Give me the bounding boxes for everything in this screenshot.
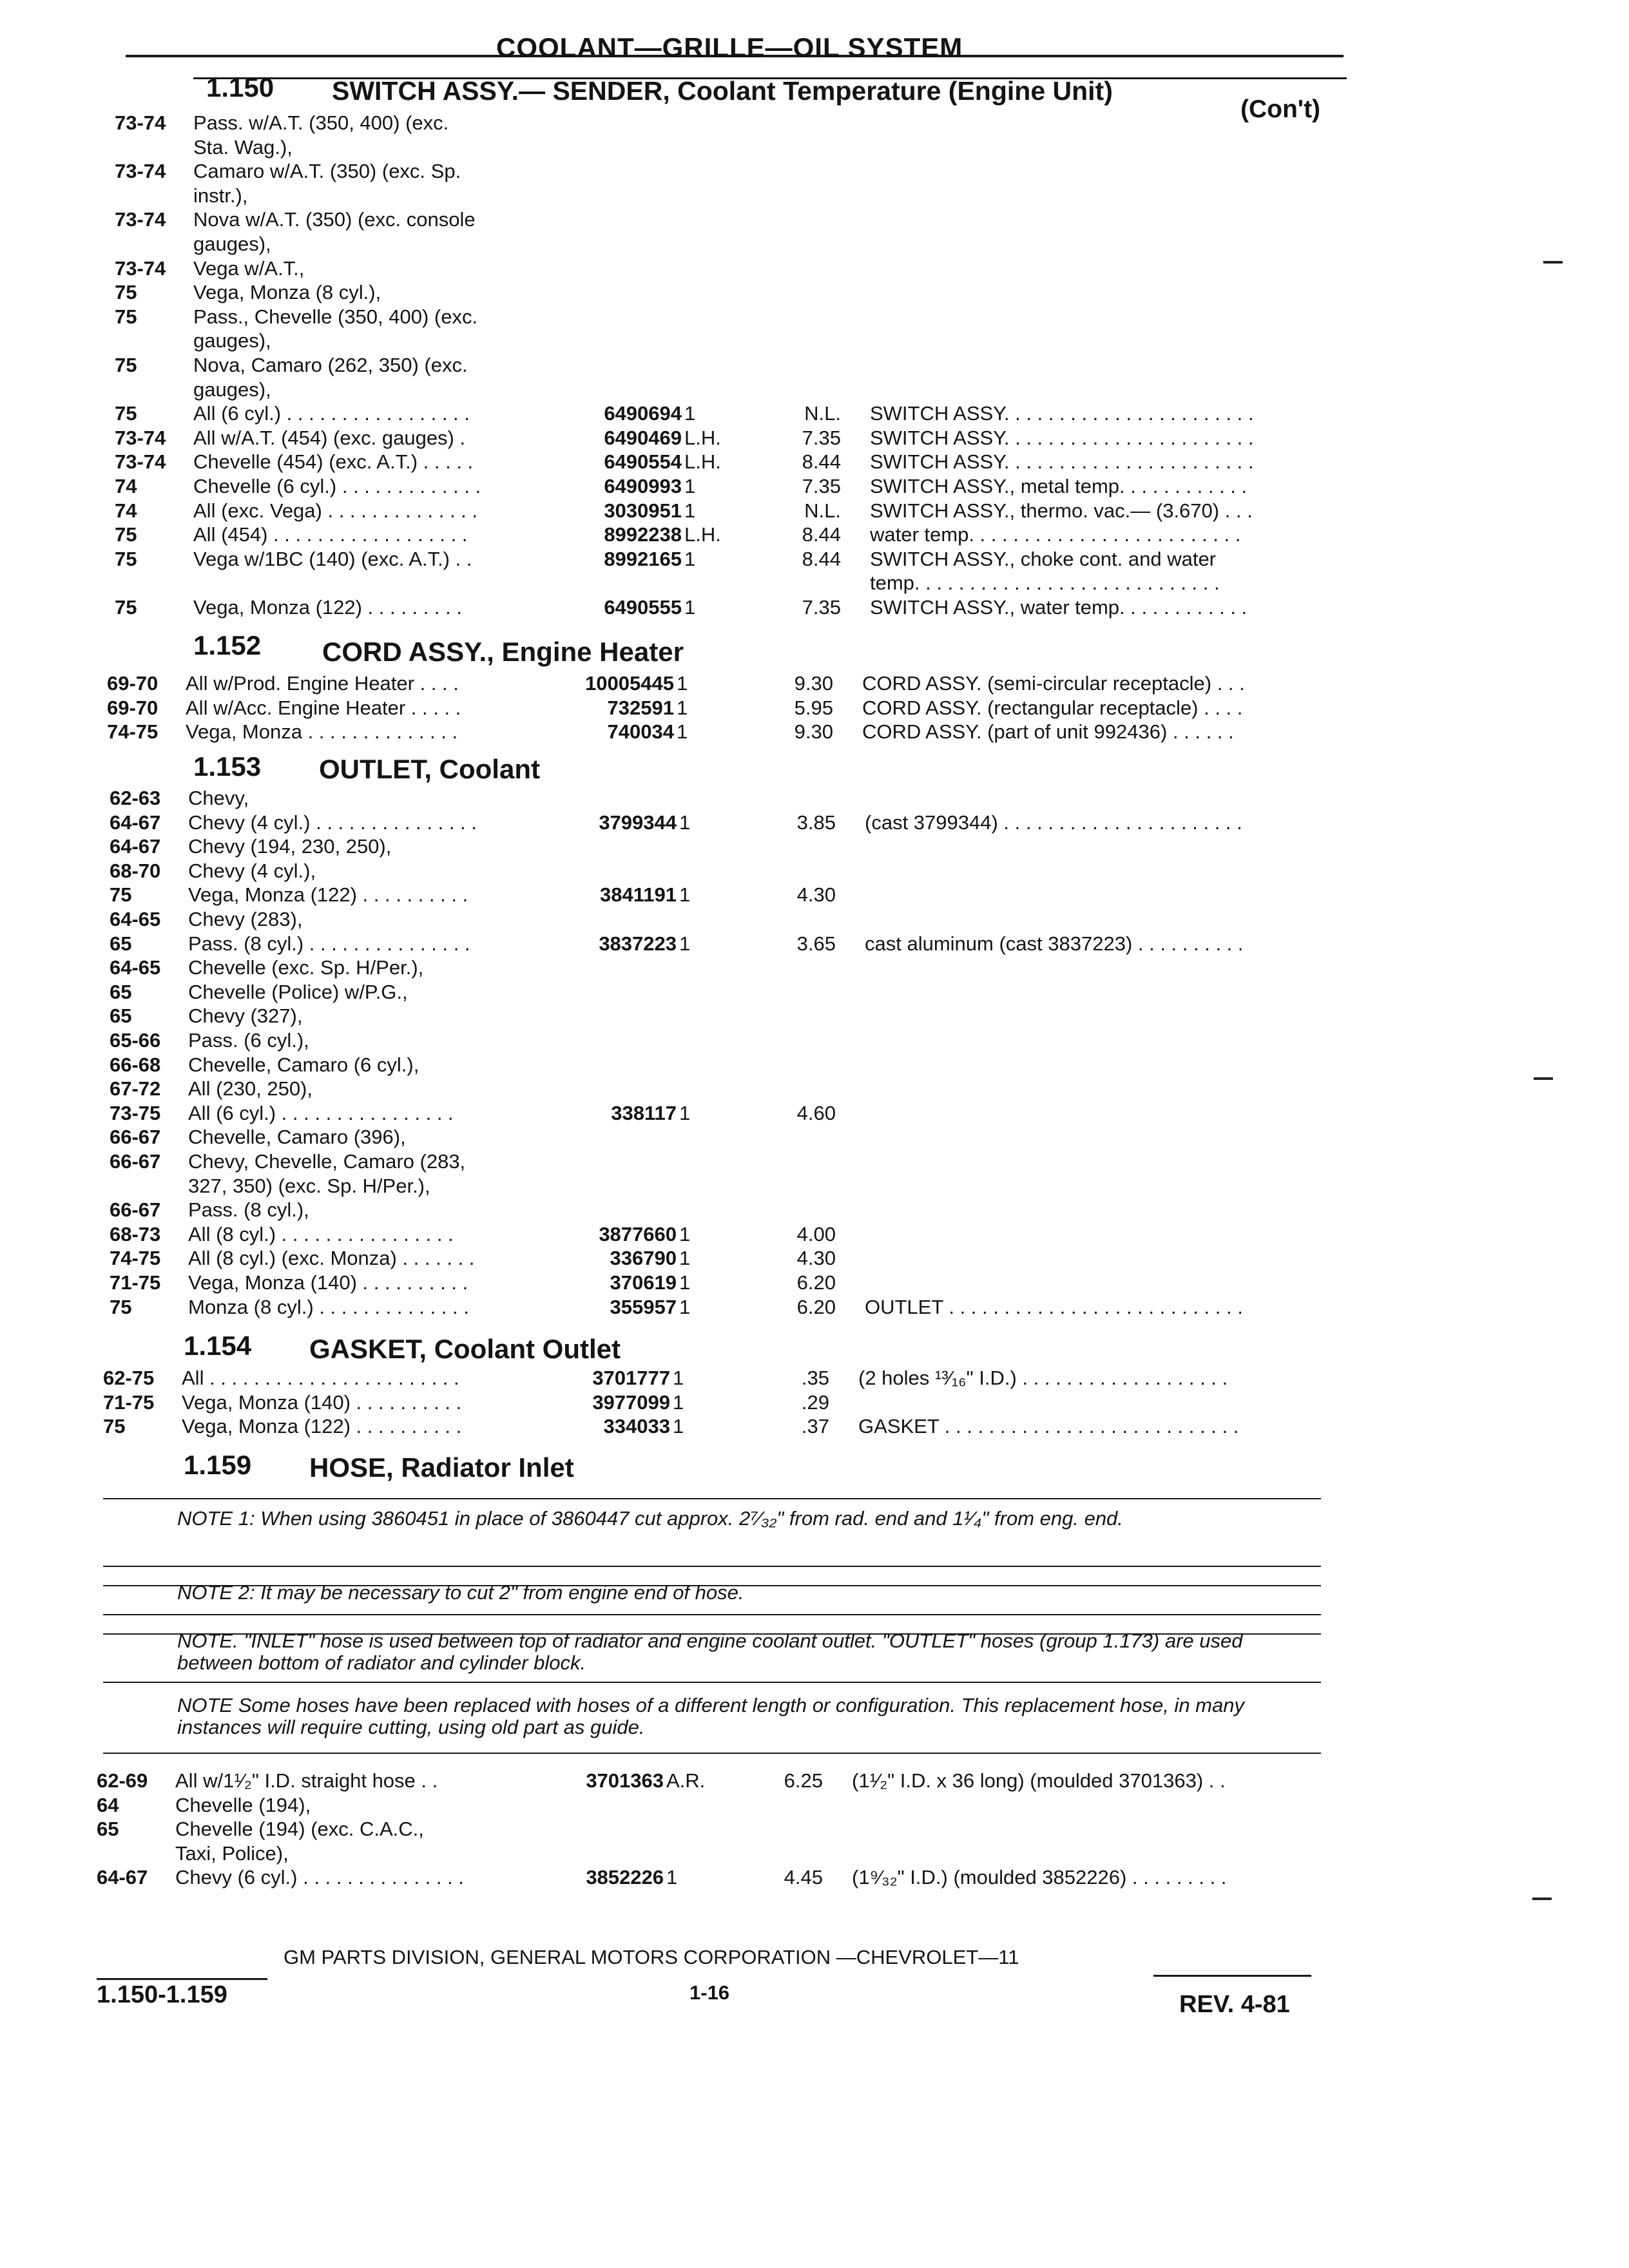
row-remark: temp. . . . . . . . . . . . . . . . . . . . . . . . . . . . (870, 572, 1220, 595)
revision-label: REV. 4-81 (1179, 1991, 1290, 2018)
price: 6.20 (796, 1295, 836, 1318)
note-rule (103, 1682, 1321, 1683)
table-row (0, 159, 1629, 183)
row-description: Vega, Monza (140) . . . . . . . . . . (188, 1271, 468, 1294)
row-year: 65 (110, 932, 132, 955)
row-year: 75 (110, 883, 132, 907)
price: 8.44 (802, 523, 841, 546)
price: 7.35 (802, 596, 841, 619)
quantity: 1 (679, 883, 691, 907)
row-year: 71-75 (110, 1271, 161, 1294)
table-row (0, 1174, 1624, 1198)
section-number: 1.152 (193, 630, 262, 660)
quantity: 1 (684, 547, 696, 570)
row-description: gauges), (193, 378, 271, 401)
table-row (0, 111, 1629, 135)
row-description: All (454) . . . . . . . . . . . . . . . . . . (193, 523, 468, 546)
row-description: Chevy (4 cyl.), (188, 859, 316, 882)
row-year: 74 (115, 499, 137, 522)
row-year: 66-68 (110, 1053, 161, 1076)
table-row (0, 353, 1629, 377)
row-year: 64-67 (97, 1866, 148, 1888)
table-row (0, 1246, 1624, 1270)
row-description: Chevelle (Police) w/P.G., (188, 980, 408, 1003)
part-number: 6490555 (604, 596, 682, 619)
table-row (0, 786, 1624, 810)
price: 9.30 (794, 720, 833, 743)
row-year: 64-67 (110, 835, 161, 858)
table-row (0, 378, 1629, 401)
quantity: 1 (679, 1222, 691, 1245)
price: 3.85 (796, 811, 836, 834)
note-2: NOTE 2: It may be necessary to cut 2" from engine end of hose. (177, 1581, 744, 1604)
row-year: 67-72 (110, 1077, 161, 1100)
row-description: Pass. w/A.T. (350, 400) (exc. (193, 111, 449, 134)
row-remark: SWITCH ASSY., metal temp. . . . . . . . . . . . (870, 475, 1248, 497)
table-row (0, 207, 1629, 231)
note-rule (103, 1566, 1321, 1567)
row-year: 75 (115, 305, 137, 328)
part-number: 8992165 (604, 547, 682, 570)
table-row (0, 426, 1629, 450)
table-row (0, 1295, 1624, 1319)
row-year: 62-63 (110, 787, 161, 809)
quantity: 1 (677, 696, 688, 719)
row-year: 64 (97, 1793, 119, 1816)
table-row (0, 1198, 1624, 1222)
row-description: Nova w/A.T. (350) (exc. console (193, 208, 476, 231)
price: N.L. (804, 499, 841, 522)
price: 7.35 (802, 426, 841, 449)
row-description: Sta. Wag.), (193, 135, 293, 159)
table-row (0, 305, 1629, 329)
row-remark: cast aluminum (cast 3837223) . . . . . . . . . . (865, 932, 1244, 955)
row-description: Chevy (4 cyl.) . . . . . . . . . . . . . . . (188, 811, 477, 834)
row-remark: SWITCH ASSY. . . . . . . . . . . . . . . . . . . . . . . (870, 402, 1254, 425)
row-description: Vega, Monza (122) . . . . . . . . . . (188, 883, 468, 907)
row-year: 68-73 (110, 1222, 161, 1245)
section-title: SWITCH ASSY.— SENDER, Coolant Temperature (Engine Unit) (332, 76, 1113, 106)
row-remark: CORD ASSY. (part of unit 992436) . . . . . . (862, 720, 1234, 743)
row-year: 68-70 (110, 859, 161, 882)
row-year: 69-70 (107, 672, 159, 695)
row-year: 66-67 (110, 1150, 161, 1173)
table-row (0, 135, 1629, 159)
table-row (0, 474, 1629, 498)
row-description: Pass. (8 cyl.), (188, 1198, 309, 1222)
quantity: L.H. (684, 523, 721, 546)
price: .35 (801, 1367, 829, 1389)
price: 6.25 (784, 1769, 823, 1792)
price: 4.00 (796, 1222, 836, 1245)
table-row (0, 932, 1624, 956)
section-number: 1.154 (184, 1331, 252, 1361)
page-title: COOLANT—GRILLE—OIL SYSTEM (496, 32, 963, 62)
row-remark: water temp. . . . . . . . . . . . . . . . . . . . . . . . . (870, 523, 1241, 546)
table-row (0, 1769, 1611, 1792)
quantity: 1 (673, 1367, 684, 1389)
row-year: 64-67 (110, 811, 161, 834)
row-description: Taxi, Police), (175, 1841, 289, 1865)
table-row (0, 883, 1624, 907)
part-number: 336790 (610, 1247, 677, 1270)
part-number: 3877660 (599, 1222, 677, 1245)
section-number: 1.150 (206, 72, 275, 102)
price: 7.35 (802, 475, 841, 497)
table-row (0, 280, 1629, 304)
section-title: CORD ASSY., Engine Heater (322, 637, 684, 667)
row-description: Vega w/A.T., (193, 256, 305, 280)
price: 3.65 (796, 932, 836, 955)
row-year: 75 (110, 1295, 132, 1318)
table-row (0, 523, 1629, 546)
row-year: 65 (110, 980, 132, 1003)
quantity: 1 (679, 932, 691, 955)
row-description: All (8 cyl.) (exc. Monza) . . . . . . . (188, 1247, 475, 1270)
section-number: 1.153 (193, 751, 262, 782)
row-remark: (2 holes ¹³⁄₁₆" I.D.) . . . . . . . . . . . . . . . . . . . (858, 1367, 1228, 1389)
quantity: 1 (684, 475, 696, 497)
quantity: L.H. (684, 426, 721, 449)
row-remark: SWITCH ASSY., water temp. . . . . . . . . . . . (870, 596, 1248, 619)
section-title: OUTLET, Coolant (319, 754, 540, 784)
table-row (0, 232, 1629, 256)
table-row (0, 1077, 1624, 1100)
row-year: 74 (115, 475, 137, 497)
part-number: 10005445 (585, 672, 674, 695)
row-year: 73-74 (115, 450, 166, 474)
row-description: All (8 cyl.) . . . . . . . . . . . . . . . . (188, 1222, 454, 1245)
row-description: Vega, Monza (140) . . . . . . . . . . (182, 1390, 462, 1414)
section-continued: (Con't) (1240, 95, 1321, 123)
row-description: Nova, Camaro (262, 350) (exc. (193, 354, 468, 376)
part-number: 8992238 (604, 523, 682, 546)
table-row (0, 1390, 1617, 1414)
note-1: NOTE 1: When using 3860451 in place of 3860447 cut approx. 2⁷⁄₃₂" from rad. end and 1¹⁄₄" from eng. end. (177, 1507, 1123, 1530)
row-description: 327, 350) (exc. Sp. H/Per.), (188, 1174, 430, 1197)
footer-range: 1.150-1.159 (97, 1981, 227, 2008)
row-year: 65 (97, 1818, 119, 1840)
note-rule (103, 1498, 1321, 1499)
part-number: 6490694 (604, 402, 682, 425)
quantity: 1 (673, 1390, 684, 1414)
part-number: 740034 (607, 720, 674, 743)
table-row (0, 571, 1629, 595)
row-remark: CORD ASSY. (semi-circular receptacle) . . . (862, 672, 1245, 695)
row-description: Chevy (327), (188, 1004, 303, 1028)
row-remark: CORD ASSY. (rectangular receptacle) . . . . (862, 696, 1243, 719)
row-year: 71-75 (103, 1390, 155, 1414)
part-number: 3030951 (604, 499, 682, 522)
row-year: 75 (103, 1415, 126, 1437)
note-3: NOTE. "INLET" hose is used between top of radiator and engine coolant outlet. "OUTLET" hoses (group 1.173) are used between bottom of radiator and cylinder block. (177, 1629, 1243, 1674)
page-number: 1-16 (689, 1981, 730, 2004)
table-row (0, 907, 1624, 931)
row-description: gauges), (193, 233, 271, 255)
row-remark: (1⁹⁄₃₂" I.D.) (moulded 3852226) . . . . . . . . . (852, 1866, 1227, 1888)
price: 9.30 (794, 672, 833, 695)
table-row (0, 671, 1621, 695)
row-year: 65 (110, 1004, 132, 1028)
table-row (0, 834, 1624, 858)
quantity: 1 (677, 720, 688, 743)
quantity: 1 (679, 1101, 691, 1124)
row-description: Pass., Chevelle (350, 400) (exc. (193, 305, 478, 328)
row-year: 73-74 (115, 256, 166, 280)
row-description: Camaro w/A.T. (350) (exc. Sp. (193, 160, 461, 183)
part-number: 3977099 (592, 1390, 670, 1414)
row-year: 73-75 (110, 1101, 161, 1124)
quantity: A.R. (666, 1769, 706, 1792)
row-year: 75 (115, 354, 137, 376)
row-year: 69-70 (107, 696, 159, 719)
section-number: 1.159 (184, 1450, 252, 1480)
part-number: 3701777 (592, 1367, 670, 1389)
footer-rule-right (1153, 1975, 1311, 1977)
row-year: 75 (115, 547, 137, 570)
part-number: 3852226 (586, 1866, 664, 1888)
row-description: Pass. (6 cyl.), (188, 1029, 309, 1052)
part-number: 334033 (603, 1415, 670, 1437)
row-description: Chevy, Chevelle, Camaro (283, (188, 1150, 466, 1173)
row-year: 64-65 (110, 956, 161, 979)
row-description: Vega, Monza (8 cyl.), (193, 281, 381, 304)
margin-tick (1543, 261, 1563, 264)
table-row (0, 1817, 1611, 1841)
part-number: 338117 (611, 1101, 677, 1124)
part-number: 6490993 (604, 475, 682, 497)
row-year: 62-75 (103, 1367, 155, 1389)
row-description: All . . . . . . . . . . . . . . . . . . . . . . . (182, 1367, 459, 1389)
price: 4.45 (784, 1866, 823, 1888)
price: 4.30 (796, 1247, 836, 1270)
quantity: 1 (666, 1866, 678, 1888)
note-4: NOTE Some hoses have been replaced with hoses of a different length or configuration. This replacement hose, in many instances will require cutting, using old part as guide. (177, 1694, 1244, 1738)
row-description: Chevy (6 cyl.) . . . . . . . . . . . . . . . (175, 1866, 464, 1888)
table-row (0, 1222, 1624, 1246)
table-row (0, 184, 1629, 207)
part-number: 355957 (610, 1295, 677, 1318)
part-number: 3837223 (599, 932, 677, 955)
row-description: Chevy (194, 230, 250), (188, 835, 392, 858)
row-description: Chevelle (194) (exc. C.A.C., (175, 1818, 424, 1840)
price: 5.95 (794, 696, 833, 719)
row-description: All w/Prod. Engine Heater . . . . (186, 672, 459, 695)
table-row (0, 256, 1629, 280)
table-row (0, 1793, 1611, 1817)
row-remark: (cast 3799344) . . . . . . . . . . . . . . . . . . . . . . (865, 811, 1242, 834)
footer-division: GM PARTS DIVISION, GENERAL MOTORS CORPORATION —CHEVROLET—11 (284, 1946, 1019, 1968)
row-description: All (6 cyl.) . . . . . . . . . . . . . . . . . (193, 402, 470, 425)
row-description: Vega, Monza . . . . . . . . . . . . . . (186, 720, 458, 743)
note-rule (103, 1614, 1321, 1615)
row-year: 73-74 (115, 111, 166, 134)
part-number: 6490554 (604, 450, 682, 474)
row-remark: SWITCH ASSY. . . . . . . . . . . . . . . . . . . . . . . (870, 426, 1254, 449)
row-description: Chevelle (exc. Sp. H/Per.), (188, 956, 424, 979)
row-description: All w/Acc. Engine Heater . . . . . (186, 696, 461, 719)
row-description: gauges), (193, 329, 271, 352)
table-row (0, 595, 1629, 619)
table-row (0, 1271, 1624, 1294)
row-remark: SWITCH ASSY., thermo. vac.— (3.670) . . . (870, 499, 1253, 522)
row-year: 66-67 (110, 1198, 161, 1222)
price: .29 (801, 1390, 829, 1414)
part-number: 370619 (610, 1271, 677, 1294)
table-row (0, 547, 1629, 571)
part-number: 3841191 (600, 883, 677, 907)
price: 4.60 (796, 1101, 836, 1124)
table-row (0, 720, 1621, 744)
row-description: instr.), (193, 184, 248, 207)
row-description: Pass. (8 cyl.) . . . . . . . . . . . . . . . (188, 932, 470, 955)
part-number: 3799344 (599, 811, 677, 834)
quantity: 1 (679, 811, 691, 834)
table-row (0, 1053, 1624, 1077)
table-row (0, 1414, 1617, 1438)
row-description: All w/A.T. (454) (exc. gauges) . (193, 426, 466, 449)
table-row (0, 696, 1621, 720)
table-row (0, 499, 1629, 523)
quantity: 1 (679, 1247, 691, 1270)
price: 8.44 (802, 450, 841, 474)
quantity: 1 (684, 499, 696, 522)
table-row (0, 1004, 1624, 1028)
quantity: 1 (684, 402, 696, 425)
table-row (0, 329, 1629, 352)
part-number: 732591 (607, 696, 674, 719)
quantity: L.H. (684, 450, 721, 474)
row-description: Chevelle (6 cyl.) . . . . . . . . . . . . . (193, 475, 481, 497)
row-year: 75 (115, 281, 137, 304)
table-row (0, 450, 1629, 474)
row-description: Chevelle (454) (exc. A.T.) . . . . . (193, 450, 474, 474)
row-year: 75 (115, 523, 137, 546)
row-description: All (exc. Vega) . . . . . . . . . . . . . . (193, 499, 478, 522)
table-row (0, 1101, 1624, 1125)
row-description: Chevy, (188, 787, 249, 809)
row-description: Monza (8 cyl.) . . . . . . . . . . . . . . (188, 1295, 469, 1318)
table-row (0, 1841, 1611, 1865)
table-row (0, 401, 1629, 425)
table-row (0, 1865, 1611, 1889)
table-row (0, 811, 1624, 834)
section-title: HOSE, Radiator Inlet (309, 1452, 574, 1483)
quantity: 1 (684, 596, 696, 619)
row-description: Chevy (283), (188, 908, 303, 930)
row-year: 65-66 (110, 1029, 161, 1052)
table-row (0, 1149, 1624, 1173)
price: 8.44 (802, 547, 841, 570)
row-remark: SWITCH ASSY., choke cont. and water (870, 547, 1217, 570)
row-year: 66-67 (110, 1126, 161, 1149)
margin-tick (1532, 1898, 1552, 1900)
row-year: 73-74 (115, 160, 166, 183)
table-row (0, 980, 1624, 1004)
row-remark: SWITCH ASSY. . . . . . . . . . . . . . . . . . . . . . . (870, 450, 1254, 474)
part-number: 6490469 (604, 426, 682, 449)
table-row (0, 1028, 1624, 1052)
table-row (0, 1366, 1617, 1390)
row-description: All (230, 250), (188, 1077, 313, 1100)
margin-tick (1534, 1077, 1553, 1080)
row-description: Vega, Monza (122) . . . . . . . . . (193, 596, 462, 619)
row-description: Chevelle (194), (175, 1793, 311, 1816)
section-title: GASKET, Coolant Outlet (309, 1334, 621, 1364)
row-description: Vega w/1BC (140) (exc. A.T.) . . (193, 547, 472, 570)
row-year: 64-65 (110, 908, 161, 930)
table-row (0, 859, 1624, 883)
row-remark: OUTLET . . . . . . . . . . . . . . . . . . . . . . . . . . . (865, 1295, 1243, 1318)
footer-rule-left (97, 1978, 267, 1980)
table-row (0, 1125, 1624, 1149)
part-number: 3701363 (586, 1769, 664, 1792)
price: 4.30 (796, 883, 836, 907)
row-description: Chevelle, Camaro (396), (188, 1126, 406, 1149)
row-description: All w/1¹⁄₂" I.D. straight hose . . (175, 1769, 438, 1792)
row-year: 62-69 (97, 1769, 148, 1792)
price: 6.20 (796, 1271, 836, 1294)
row-year: 74-75 (110, 1247, 161, 1270)
row-remark: GASKET . . . . . . . . . . . . . . . . . . . . . . . . . . . (858, 1415, 1239, 1437)
quantity: 1 (673, 1415, 684, 1437)
row-description: All (6 cyl.) . . . . . . . . . . . . . . . . (188, 1101, 454, 1124)
row-year: 73-74 (115, 426, 166, 449)
row-remark: (1¹⁄₂" I.D. x 36 long) (moulded 3701363) . . (852, 1769, 1226, 1792)
row-description: Vega, Monza (122) . . . . . . . . . . (182, 1415, 462, 1437)
note-rule (103, 1753, 1321, 1754)
row-year: 75 (115, 596, 137, 619)
row-description: Chevelle, Camaro (6 cyl.), (188, 1053, 419, 1076)
row-year: 75 (115, 402, 137, 425)
table-row (0, 956, 1624, 979)
row-year: 73-74 (115, 208, 166, 231)
quantity: 1 (677, 672, 688, 695)
price: N.L. (804, 402, 841, 425)
row-year: 74-75 (107, 720, 159, 743)
price: .37 (801, 1415, 829, 1437)
quantity: 1 (679, 1295, 691, 1318)
quantity: 1 (679, 1271, 691, 1294)
